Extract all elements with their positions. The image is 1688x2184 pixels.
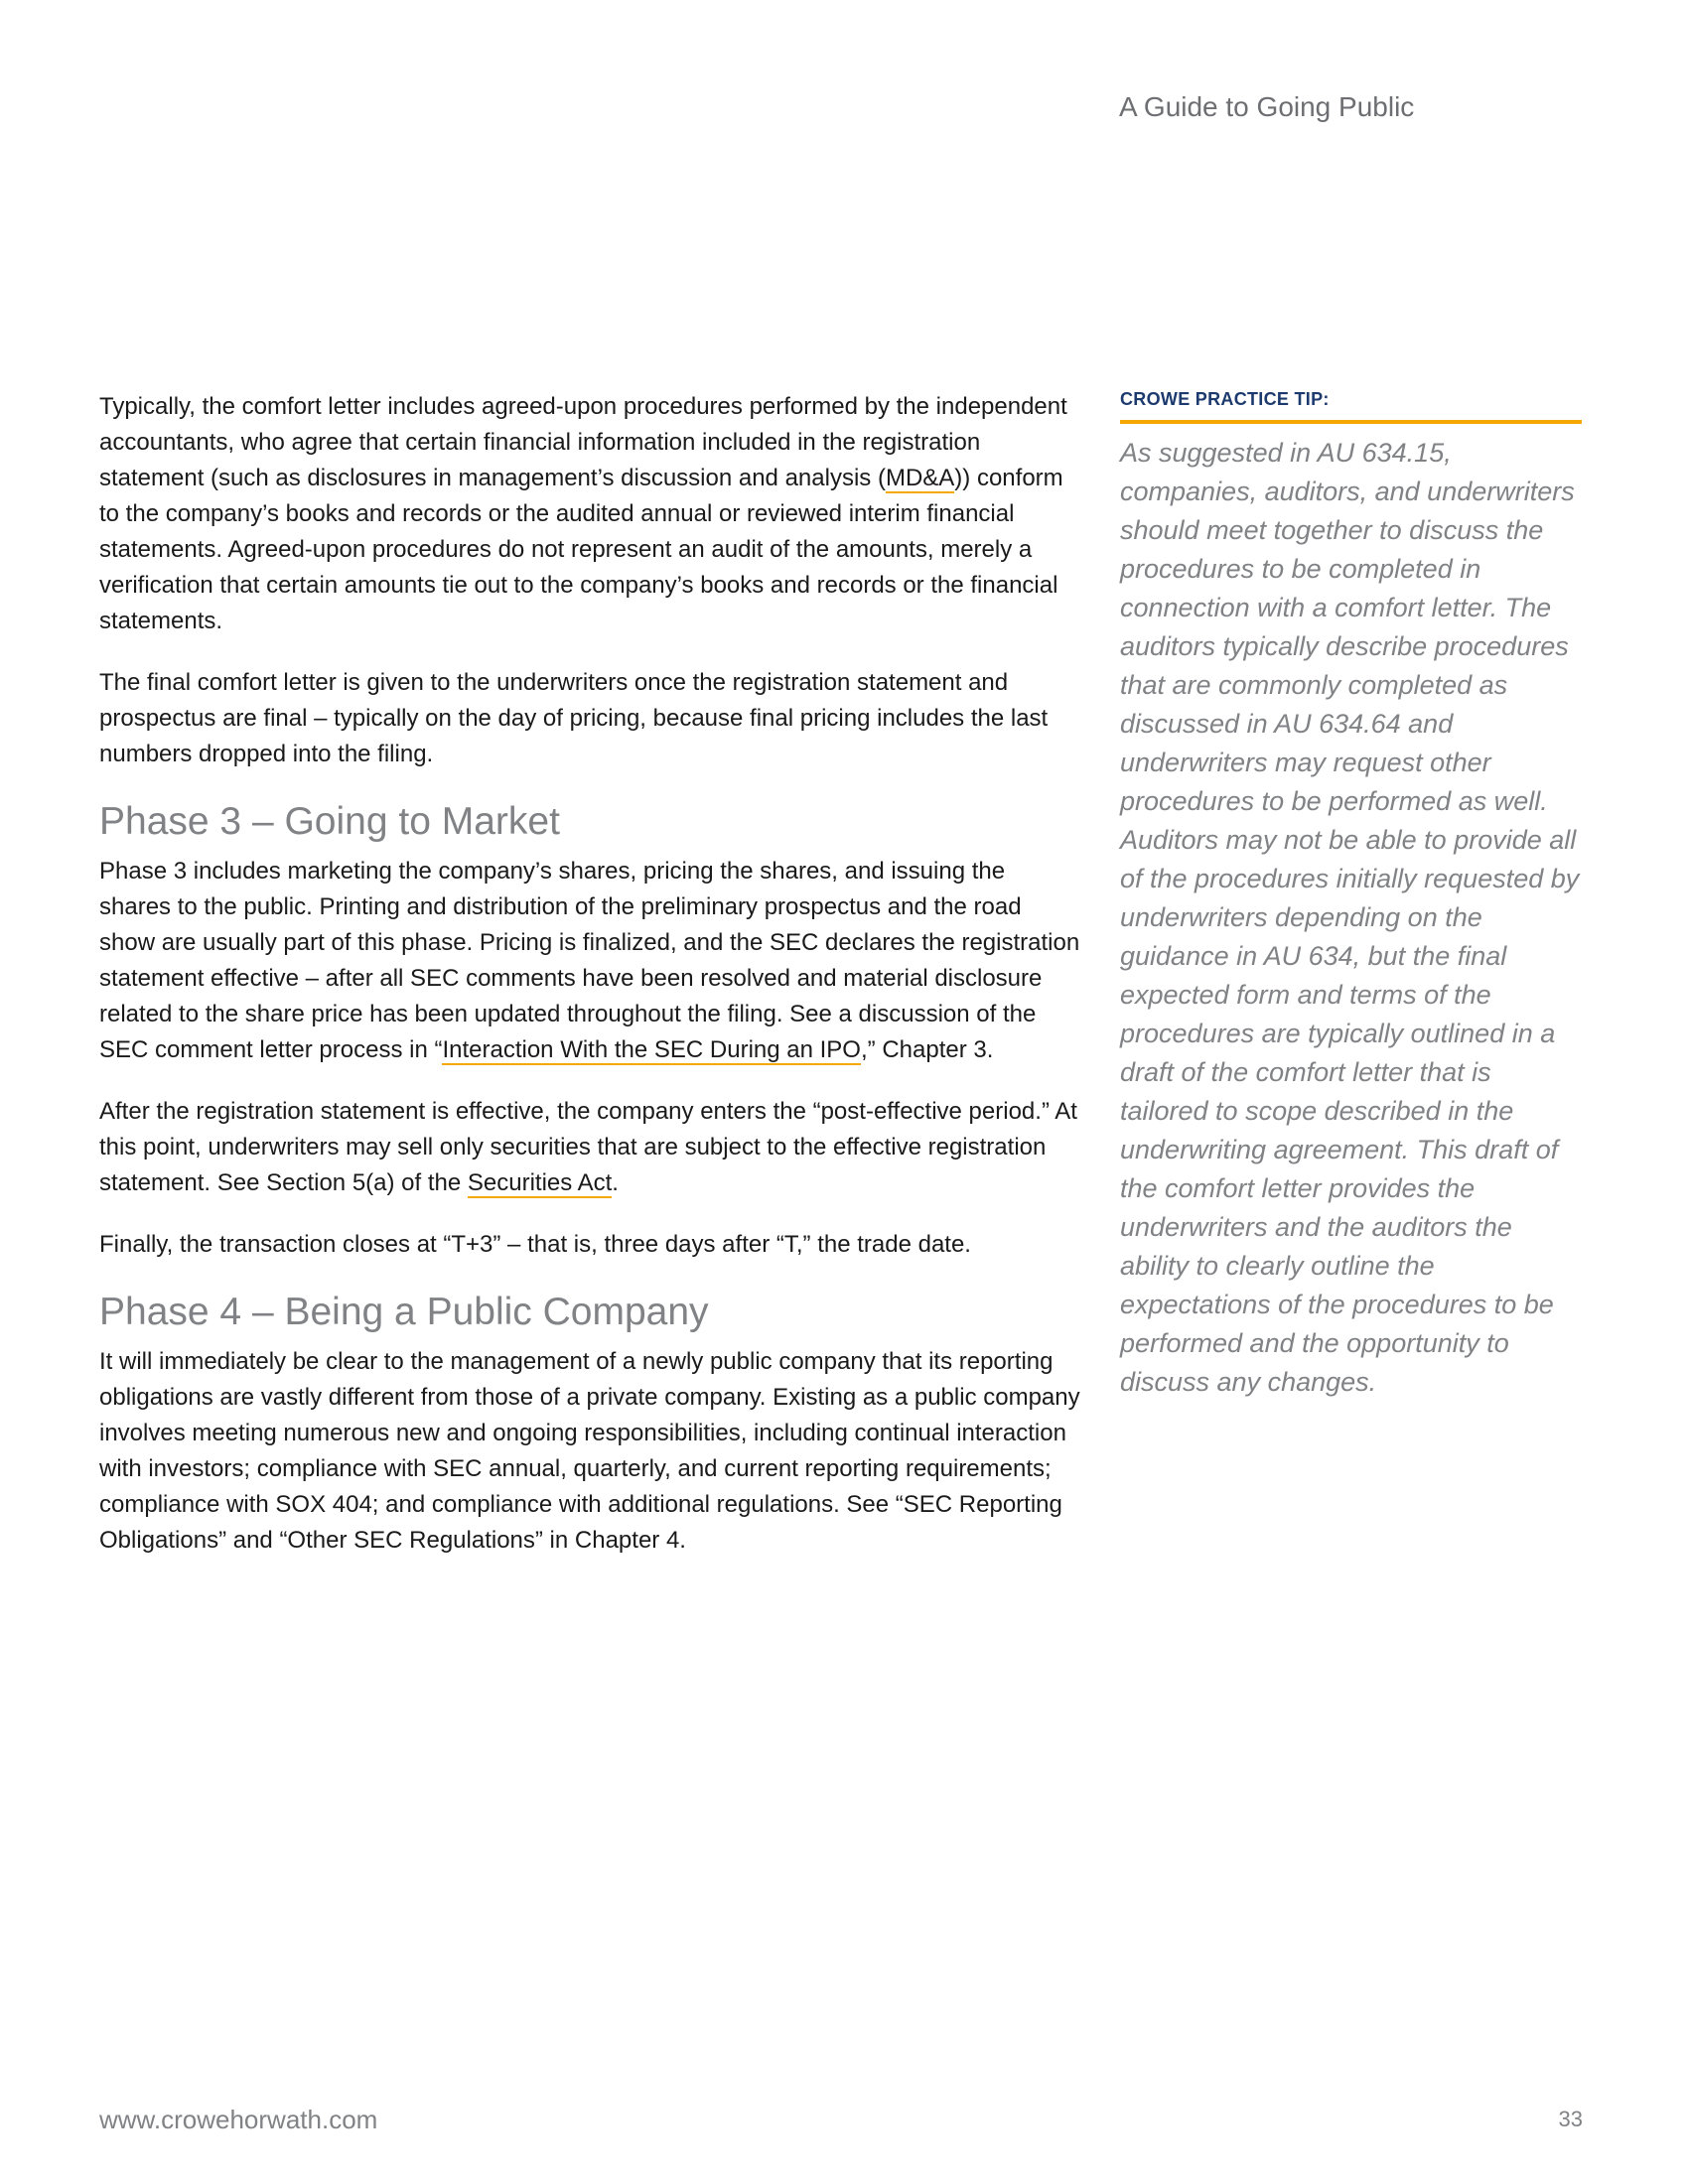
footer-url-link[interactable]: www.crowehorwath.com	[99, 2105, 378, 2134]
interaction-with-sec-link[interactable]: Interaction With the SEC During an IPO	[442, 1036, 861, 1063]
practice-tip-body: As suggested in AU 634.15, companies, auditors, and underwriters should meet together to discuss the procedures to be completed in connection with a comfort letter. The auditors typically describe procedures that are commonly completed as discussed in AU 634.64 and underwriters may request other procedures to be performed as well. Auditors may not be able to provide all of the procedures initially requested by underwriters depending on the guidance in AU 634, but the final expected form and terms of the procedures are typically outlined in a draft of the comfort letter that is tailored to scope described in the underwriting agreement. This draft of the comfort letter provides the underwriters and the auditors the ability to clearly outline the expectations of the procedures to be performed and the opportunity to discuss any changes.	[1120, 438, 1580, 1397]
paragraph-text: Phase 3 includes marketing the company’s shares, pricing the shares, and issuing the shares to the public. Printing and distribution of the preliminary prospectus and the road show are usually part of this phase. Pricing is finalized, and the SEC declares the registration statement effective – after all SEC comments have been resolved and material disclosure related to the share price has been updated throughout the filing. See a discussion of the SEC comment letter process in “	[99, 858, 1080, 1063]
practice-tip-label: CROWE PRACTICE TIP:	[1120, 389, 1582, 424]
paragraph-text: .	[612, 1169, 619, 1196]
paragraph-comfort-letter	[99, 389, 1082, 639]
paragraph-phase-3	[99, 854, 1082, 1068]
securities-act-link[interactable]: Securities Act	[467, 1169, 613, 1196]
paragraph-phase-4: It will immediately be clear to the management of a newly public company that its reporting obligations are vastly different from those of a private company. Existing as a public company involves meeting numerous new and ongoing responsibilities, including continual interaction with investors; compliance with SEC annual, quarterly, and current reporting requirements; compliance with SOX 404; and compliance with additional regulations. See “SEC Reporting Obligations” and “Other SEC Regulations” in Chapter 4.	[99, 1348, 1080, 1554]
paragraph-closing: Finally, the transaction closes at “T+3” – that is, three days after “T,” the trade date.	[99, 1231, 971, 1258]
paragraph-text: Typically, the comfort letter includes agreed-upon procedures performed by the independent accountants, who agree that certain financial information included in the registration statement (such as disclosures in management’s discussion and analysis (	[99, 393, 1067, 491]
practice-tip-sidebar	[1120, 389, 1582, 1402]
paragraph-final-comfort-letter: The final comfort letter is given to the underwriters once the registration statement and prospectus are final – typically on the day of pricing, because final pricing includes the last numbers dropped into the filing.	[99, 669, 1049, 767]
heading-phase-4: Phase 4 – Being a Public Company	[99, 1291, 709, 1333]
paragraph-post-effective	[99, 1094, 1082, 1201]
mda-link[interactable]: MD&A	[885, 465, 955, 491]
running-header: A Guide to Going Public	[1119, 91, 1415, 122]
paragraph-text: After the registration statement is effective, the company enters the “post-effective period.” At this point, underwriters may sell only securities that are subject to the effective registration statement. See Section 5(a) of the	[99, 1098, 1077, 1196]
paragraph-text: )) conform to the company’s books and records or the audited annual or reviewed interim financial statements. Agreed-upon procedures do not represent an audit of the amounts, merely a verification that certain amounts tie out to the company’s books and records or the financial statements.	[99, 465, 1063, 634]
heading-phase-3: Phase 3 – Going to Market	[99, 800, 560, 843]
page-number: 33	[1558, 2107, 1583, 2131]
paragraph-text: ,” Chapter 3.	[860, 1036, 994, 1063]
main-column	[99, 389, 1082, 1584]
